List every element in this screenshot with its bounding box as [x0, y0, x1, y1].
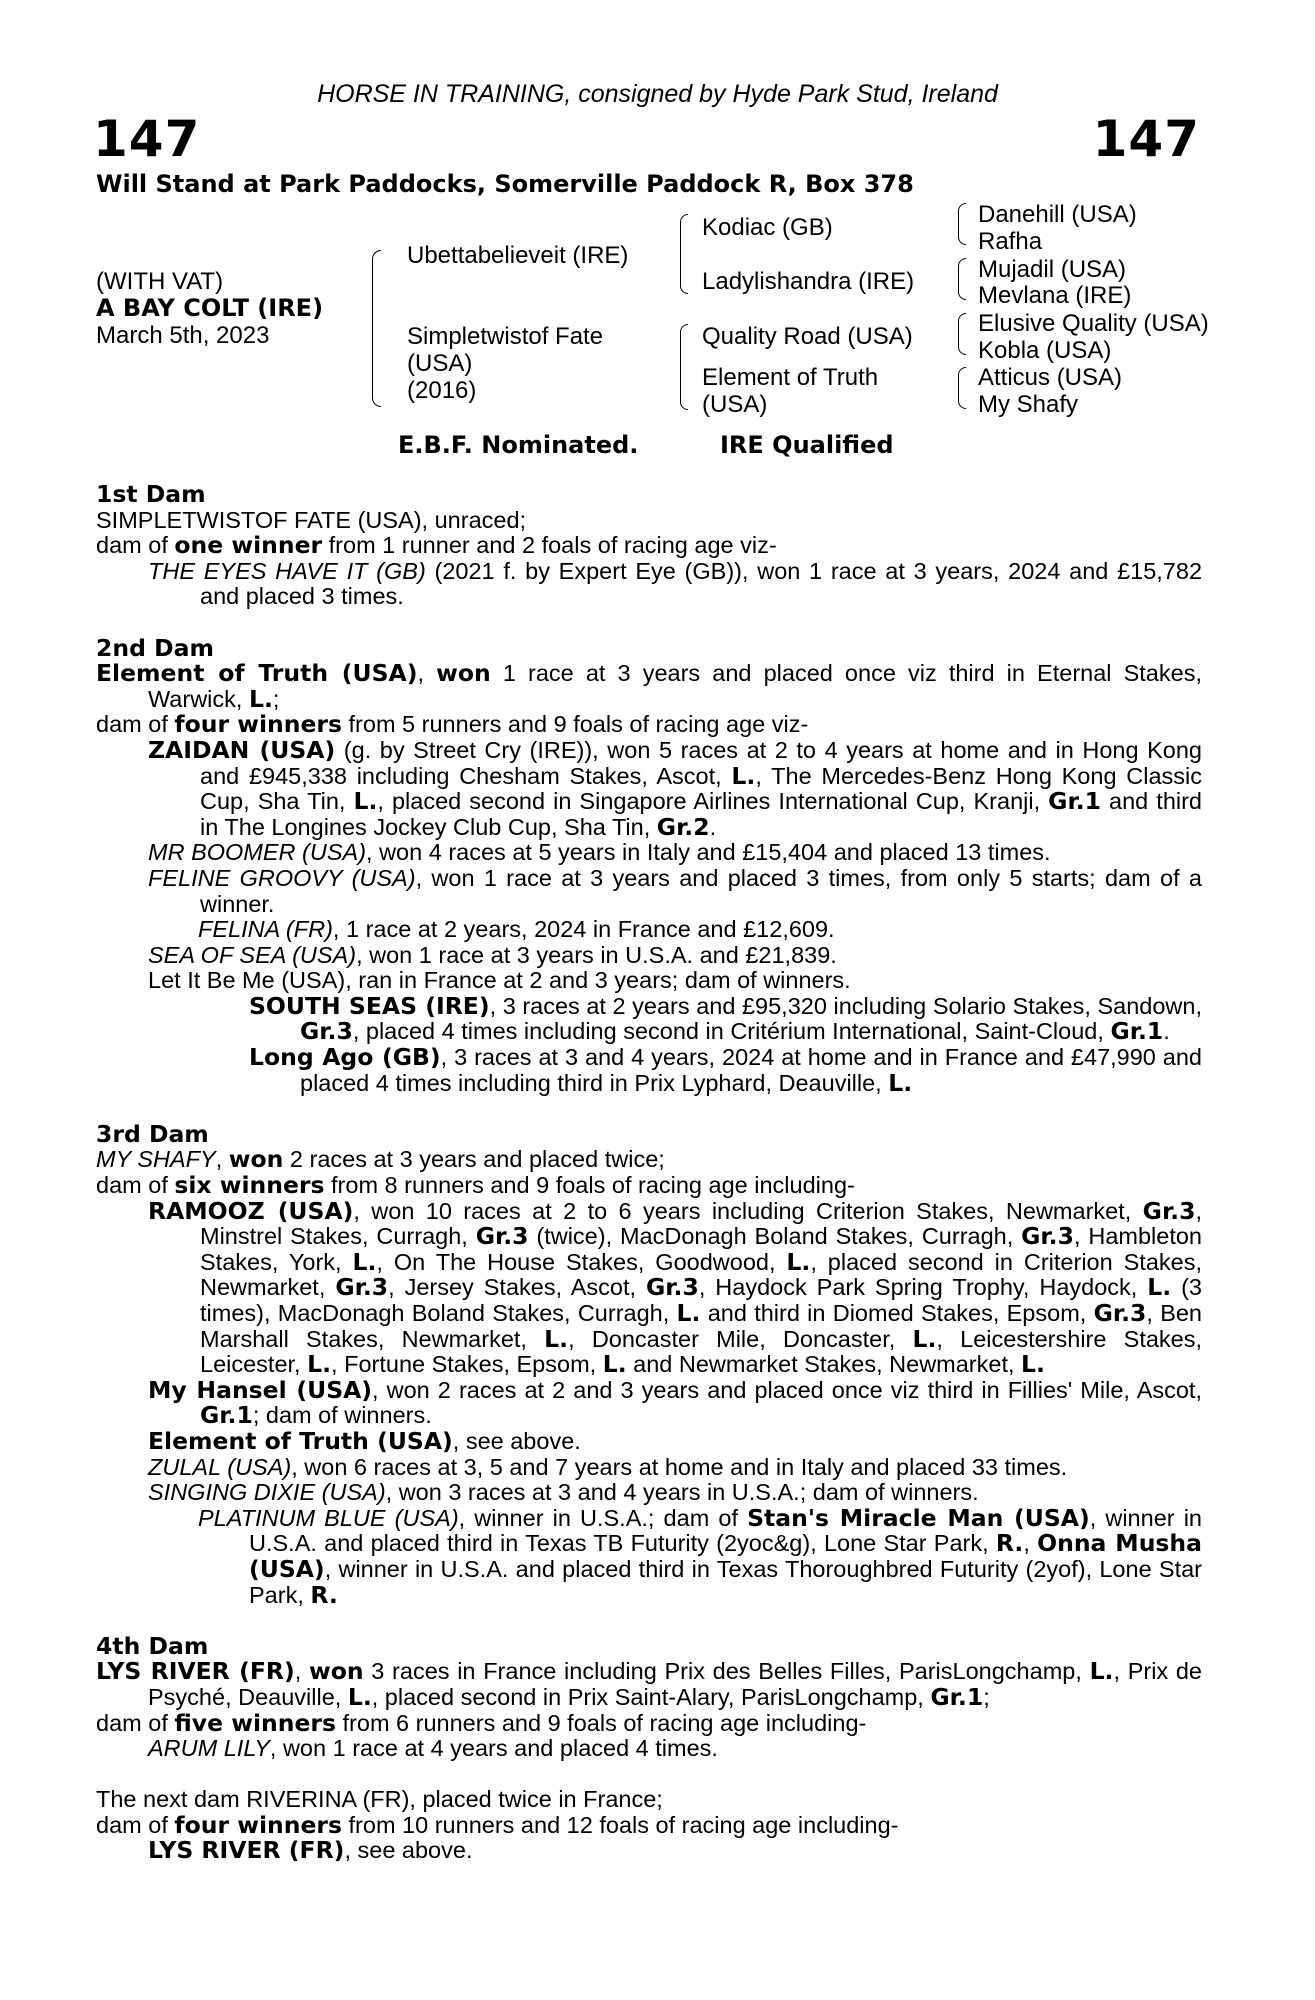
pedigree-gen3: Danehill (USA) [978, 201, 1137, 228]
dam-entry: MY SHAFY, won 2 races at 3 years and placed twice; [96, 1145, 665, 1174]
stabling-line: Will Stand at Park Paddocks, Somerville Paddock R, Box 378 [96, 170, 914, 198]
progeny-entry: SOUTH SEAS (IRE), 3 races at 2 years and £95,320 including Solario Stakes, Sandown, Gr.3, placed 4 times including second in Critérium International, Saint-Cloud, Gr.1. [249, 991, 1202, 1046]
section-heading: 4th Dam [96, 1631, 209, 1660]
dam-record: dam of four winners from 10 runners and 12 foals of racing age including- [96, 1810, 899, 1839]
progeny-entry: ZULAL (USA), won 6 races at 3, 5 and 7 years at home and in Italy and placed 33 times. [148, 1453, 1068, 1480]
dam-record: dam of five winners from 6 runners and 9 foals of racing age including- [96, 1708, 867, 1737]
pedigree-brace [958, 258, 966, 300]
pedigree-brace [372, 250, 381, 407]
pedigree-dam-dam: Element of Truth [702, 364, 879, 391]
pedigree-brace [958, 203, 966, 245]
progeny-entry: ZAIDAN (USA) (g. by Street Cry (IRE)), won 5 races at 2 to 4 years at home and in Hong Kong and £945,338 including Chesham Stakes, Ascot, L., The Mercedes-Benz Hong Kong Classic Cup, Sha Tin, L., placed second in Singapore Airlines International Cup, Kranji, Gr.1 and third in The Longines Jockey Club Cup, Sha Tin, Gr.2. [148, 735, 1203, 841]
pedigree-gen3: My Shafy [978, 391, 1079, 418]
dam-record: dam of six winners from 8 runners and 9 foals of racing age including- [96, 1171, 855, 1200]
dam-record: dam of one winner from 1 runner and 2 foals of racing age viz- [96, 531, 777, 560]
pedigree-dam-year: (2016) [407, 377, 477, 404]
pedigree-dam-sire: Quality Road (USA) [702, 323, 913, 350]
pedigree-brace [680, 324, 688, 410]
ebf-nominated: E.B.F. Nominated. [398, 431, 639, 459]
pedigree-gen3: Elusive Quality (USA) [978, 310, 1209, 337]
pedigree-dam-dam: (USA) [702, 391, 768, 418]
dam-entry: LYS RIVER (FR), won 3 races in France including Prix des Belles Filles, ParisLongchamp, L., Prix de Psyché, Deauville, L., placed second in Prix Saint-Alary, ParisLongchamp, Gr.1; [96, 1657, 1202, 1711]
dam-record: dam of four winners from 5 runners and 9 foals of racing age viz- [96, 710, 809, 739]
pedigree-gen3: Kobla (USA) [978, 337, 1112, 364]
progeny-entry: MR BOOMER (USA), won 4 races at 5 years in Italy and £15,404 and placed 13 times. [148, 839, 1051, 866]
pedigree-sire-dam: Ladylishandra (IRE) [702, 268, 915, 295]
pedigree-sire: Ubettabelieveit (IRE) [407, 242, 629, 269]
pedigree-dam: Simpletwistof Fate [407, 323, 604, 350]
pedigree-brace [958, 367, 966, 409]
pedigree-gen3: Rafha [978, 228, 1043, 255]
consignor-line: HORSE IN TRAINING, consigned by Hyde Park Stud, Ireland [317, 80, 998, 108]
lot-number-left: 147 [93, 110, 201, 168]
progeny-entry: FELINA (FR), 1 race at 2 years, 2024 in France and £12,609. [198, 916, 835, 943]
progeny-entry: Element of Truth (USA), see above. [148, 1426, 581, 1455]
pedigree-gen3: Mujadil (USA) [978, 256, 1127, 283]
section-heading: 1st Dam [96, 480, 206, 508]
progeny-entry: Let It Be Me (USA), ran in France at 2 and 3 years; dam of winners. [148, 967, 851, 994]
progeny-entry: ARUM LILY, won 1 race at 4 years and placed 4 times. [148, 1735, 718, 1762]
pedigree-gen3: Mevlana (IRE) [978, 282, 1132, 309]
progeny-entry: My Hansel (USA), won 2 races at 2 and 3 years and placed once viz third in Fillies' Mile, Ascot, Gr.1; dam of winners. [148, 1375, 1202, 1430]
progeny-entry: RAMOOZ (USA), won 10 races at 2 to 6 years including Criterion Stakes, Newmarket, Gr.3, Minstrel Stakes, Curragh, Gr.3 (twice), MacDonagh Boland Stakes, Curragh, Gr.3, Hambleton Stakes, York, L., On The House Stakes, Goodwood, L., placed second in Criterion Stakes, Newmarket, Gr.3, Jersey Stakes, Ascot, Gr.3, Haydock Park Spring Trophy, Haydock, L. (3 times), MacDonagh Boland Stakes, Curragh, L. and third in Diomed Stakes, Epsom, Gr.3, Ben Marshall Stakes, Newmarket, L., Doncaster Mile, Doncaster, L., Leicestershire Stakes, Leicester, L., Fortune Stakes, Epsom, L. and Newmarket Stakes, Newmarket, L. [148, 1196, 1203, 1379]
section-heading: 2nd Dam [96, 633, 214, 662]
foaling-date: March 5th, 2023 [96, 322, 270, 349]
horse-name: A BAY COLT (IRE) [96, 294, 324, 322]
ire-qualified: IRE Qualified [720, 431, 894, 459]
progeny-entry: THE EYES HAVE IT (GB) (2021 f. by Expert Eye (GB)), won 1 race at 3 years, 2024 and £15,782 and placed 3 times. [148, 557, 1203, 610]
progeny-entry: PLATINUM BLUE (USA), winner in U.S.A.; dam of Stan's Miracle Man (USA), winner in U.S.A. and placed third in Texas TB Futurity (2yoc&g), Lone Star Park, R., Onna Musha (USA), winner in U.S.A. and placed third in Texas Thoroughbred Futurity (2yof), Lone Star Park, R. [198, 1503, 1202, 1609]
pedigree-sire-sire: Kodiac (GB) [702, 214, 833, 241]
progeny-entry: LYS RIVER (FR), see above. [148, 1836, 473, 1865]
dam-entry: SIMPLETWISTOF FATE (USA), unraced; [96, 506, 527, 533]
pedigree-gen3: Atticus (USA) [978, 364, 1123, 391]
dam-entry: Element of Truth (USA), won 1 race at 3 years and placed once viz third in Eternal Stakes, Warwick, L.; [96, 659, 1202, 713]
progeny-entry: FELINE GROOVY (USA), won 1 race at 3 years and placed 3 times, from only 5 starts; dam of a winner. [148, 864, 1202, 917]
pedigree-dam: (USA) [407, 350, 473, 377]
progeny-entry: Long Ago (GB), 3 races at 3 and 4 years, 2024 at home and in France and £47,990 and placed 4 times including third in Prix Lyphard, Deauville, L. [249, 1043, 1202, 1097]
vat-note: (WITH VAT) [96, 268, 224, 295]
next-dam-entry: The next dam RIVERINA (FR), placed twice in France; [96, 1786, 663, 1813]
lot-number-right: 147 [1092, 110, 1200, 168]
section-heading: 3rd Dam [96, 1119, 209, 1148]
pedigree-brace [680, 214, 688, 294]
progeny-entry: SINGING DIXIE (USA), won 3 races at 3 and 4 years in U.S.A.; dam of winners. [148, 1479, 979, 1506]
pedigree-brace [958, 313, 966, 355]
catalogue-body [96, 482, 1202, 1864]
progeny-entry: SEA OF SEA (USA), won 1 race at 3 years in U.S.A. and £21,839. [148, 941, 837, 968]
